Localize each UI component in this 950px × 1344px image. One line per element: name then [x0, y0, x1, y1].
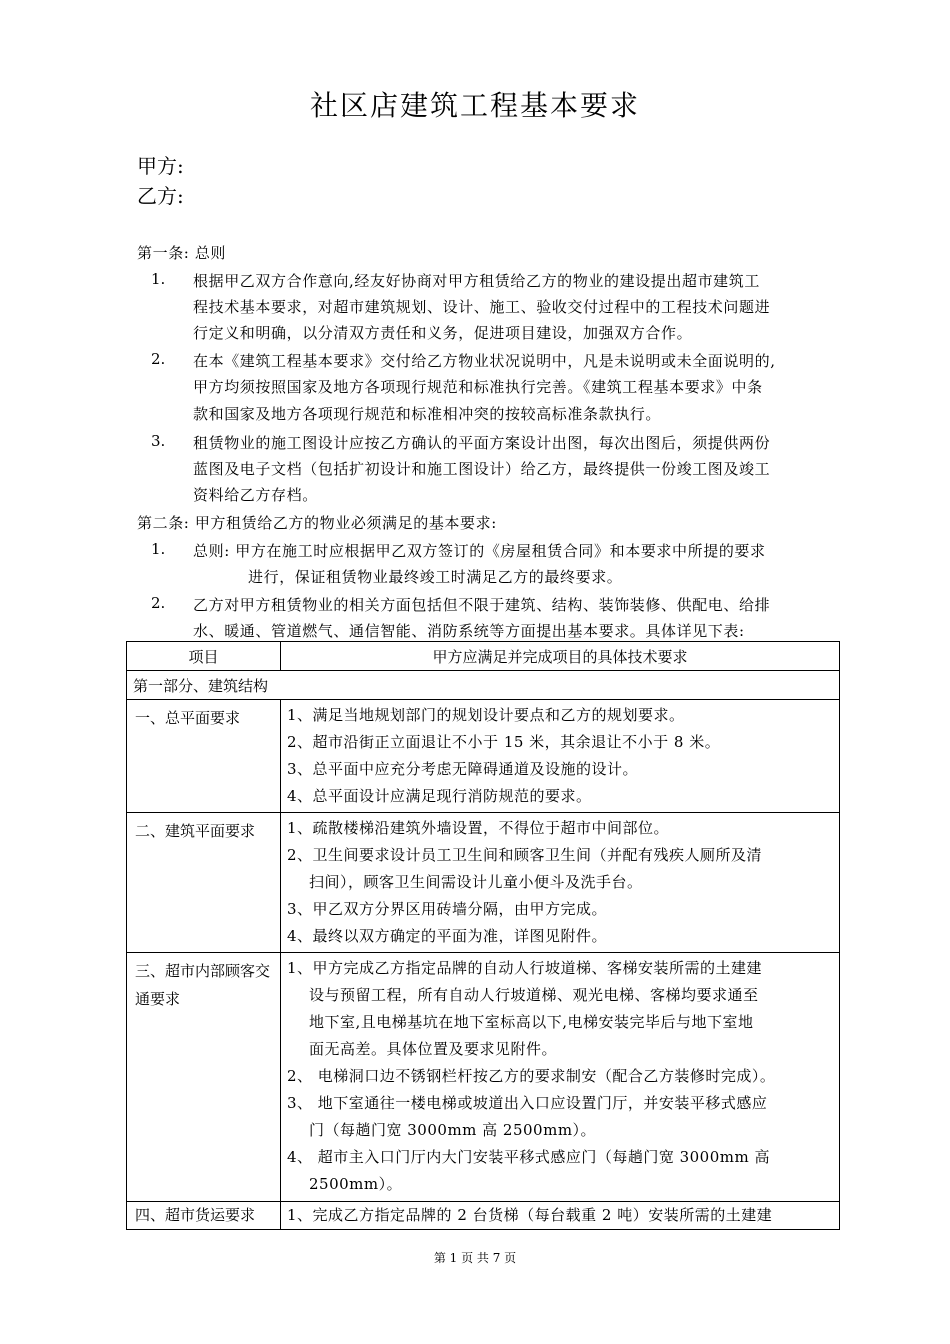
article1-heading: 第一条: 总则	[137, 244, 227, 262]
requirement-item: 3、甲乙双方分界区用砖墙分隔，由甲方完成。	[287, 900, 608, 918]
article1-item3-line: 租赁物业的施工图设计应按乙方确认的平面方案设计出图，每次出图后，须提供两份	[193, 434, 771, 452]
requirement-item: 2、超市沿街正立面退让不小于 15 米，其余退让不小于 8 米。	[287, 733, 721, 751]
requirement-line: 3、 地下室通往一楼电梯或坡道出入口应设置门厅，并安装平移式感应	[287, 1094, 768, 1112]
requirement-item	[287, 1144, 835, 1198]
article2-item1-line: 总则: 甲方在施工时应根据甲乙双方签订的《房屋租赁合同》和本要求中所提的要求	[193, 542, 766, 560]
article1-item2-number: 2.	[151, 350, 166, 368]
requirement-item	[287, 842, 835, 896]
table-row	[127, 813, 840, 953]
requirement-line: 2500mm）。	[309, 1175, 403, 1193]
row-requirements	[281, 953, 840, 1202]
section-row	[127, 671, 840, 700]
table-row	[127, 1202, 840, 1230]
requirement-line: 设与预留工程，所有自动人行坡道梯、观光电梯、客梯均要求通至	[309, 986, 759, 1004]
article1-item1-line: 根据甲乙双方合作意向,经友好协商对甲方租赁给乙方的物业的建设提出超市建筑工	[193, 272, 760, 290]
article1-item3-line: 蓝图及电子文档（包括扩初设计和施工图设计）给乙方，最终提供一份竣工图及竣工	[193, 460, 771, 478]
section-title: 第一部分、建筑结构	[127, 671, 840, 700]
row-label: 一、总平面要求	[127, 700, 281, 813]
article1-item1-line: 程技术基本要求，对超市建筑规划、设计、施工、验收交付过程中的工程技术问题进	[193, 298, 771, 316]
article1-item3-line: 资料给乙方存档。	[193, 486, 318, 504]
article1-item2-line: 款和国家及地方各项现行规范和标准相冲突的按较高标准条款执行。	[193, 405, 662, 423]
requirement-line: 1、甲方完成乙方指定品牌的自动人行坡道梯、客梯安装所需的土建建	[287, 959, 763, 977]
article2-item2-number: 2.	[151, 594, 166, 612]
row-label: 二、建筑平面要求	[127, 813, 281, 953]
requirement-item	[287, 955, 835, 1063]
requirement-item: 1、满足当地规划部门的规划设计要点和乙方的规划要求。	[287, 706, 685, 724]
article1-item2-line: 在本《建筑工程基本要求》交付给乙方物业状况说明中，凡是未说明或未全面说明的,	[193, 352, 776, 370]
requirement-line: 面无高差。具体位置及要求见附件。	[309, 1040, 558, 1058]
requirements-table	[126, 641, 840, 1230]
requirement-item: 3、总平面中应充分考虑无障碍通道及设施的设计。	[287, 760, 639, 778]
row-requirements	[281, 813, 840, 953]
row-requirements	[281, 1202, 840, 1230]
article1-item1-line: 行定义和明确，以分清双方责任和义务，促进项目建设，加强双方合作。	[193, 324, 693, 342]
requirement-item: 1、完成乙方指定品牌的 2 台货梯（每台载重 2 吨）安装所需的土建建	[287, 1206, 773, 1224]
table-header-row	[127, 642, 840, 671]
row-label: 四、超市货运要求	[127, 1202, 281, 1230]
requirement-line: 扫间），顾客卫生间需设计儿童小便斗及洗手台。	[309, 873, 643, 891]
requirement-item: 4、最终以双方确定的平面为准，详图见附件。	[287, 927, 608, 945]
article1-item1-number: 1.	[151, 270, 166, 288]
party-a-label: 甲方:	[137, 154, 184, 178]
article2-heading: 第二条: 甲方租赁给乙方的物业必须满足的基本要求:	[137, 514, 497, 532]
column-header-item: 项目	[127, 642, 281, 671]
party-b-label: 乙方:	[137, 184, 184, 208]
article2-item1-number: 1.	[151, 540, 166, 558]
row-requirements	[281, 700, 840, 813]
requirement-item	[287, 1090, 835, 1144]
table-row	[127, 953, 840, 1202]
requirement-line: 地下室,且电梯基坑在地下室标高以下,电梯安装完毕后与地下室地	[309, 1013, 754, 1031]
requirement-line: 4、 超市主入口门厅内大门安装平移式感应门（每趟门宽 3000mm 高	[287, 1148, 770, 1166]
page-footer: 第 1 页 共 7 页	[433, 1251, 517, 1265]
requirement-line: 门（每趟门宽 3000mm 高 2500mm）。	[309, 1121, 597, 1139]
article1-item2-line: 甲方均须按照国家及地方各项现行规范和标准执行完善。《建筑工程基本要求》中条	[193, 378, 763, 396]
article2-item2-line: 乙方对甲方租赁物业的相关方面包括但不限于建筑、结构、装饰装修、供配电、给排	[193, 596, 771, 614]
article1-item3-number: 3.	[151, 432, 166, 450]
article2-item2-line: 水、暖通、管道燃气、通信智能、消防系统等方面提出基本要求。具体详见下表:	[193, 622, 745, 640]
requirement-line: 2、卫生间要求设计员工卫生间和顾客卫生间（并配有残疾人厕所及清	[287, 846, 763, 864]
requirement-item: 1、疏散楼梯沿建筑外墙设置，不得位于超市中间部位。	[287, 819, 670, 837]
requirement-item: 2、 电梯洞口边不锈钢栏杆按乙方的要求制安（配合乙方装修时完成）。	[287, 1067, 776, 1085]
article2-item1-line: 进行，保证租赁物业最终竣工时满足乙方的最终要求。	[248, 568, 623, 586]
column-header-requirements: 甲方应满足并完成项目的具体技术要求	[281, 642, 840, 671]
requirement-item: 4、总平面设计应满足现行消防规范的要求。	[287, 787, 592, 805]
page-title: 社区店建筑工程基本要求	[309, 89, 640, 122]
row-label: 三、超市内部顾客交通要求	[127, 953, 281, 1202]
table-row	[127, 700, 840, 813]
